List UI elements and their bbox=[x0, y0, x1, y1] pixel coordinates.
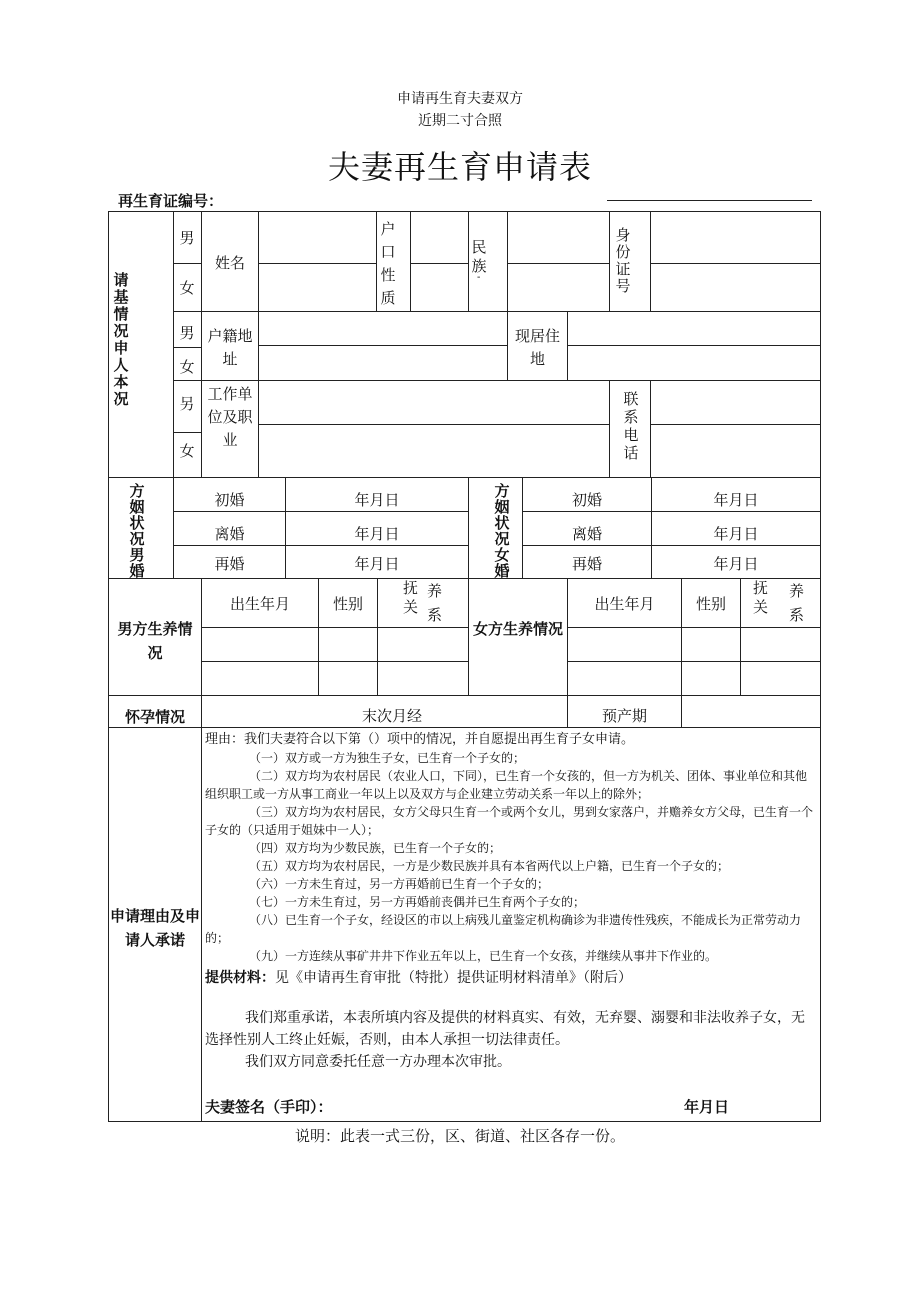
male-first-date[interactable]: 年月日 bbox=[354, 491, 400, 509]
female-marriage-label: 方姻状况女婚 bbox=[494, 482, 510, 580]
photo-note-line-2: 近期二寸合照 bbox=[418, 113, 502, 129]
reason-item-3: （三）双方均为农村居民，女方父母只生育一个或两个女儿，男到女家落户，并赡养女方父母，已生育一个子女的（只适用于姐妹中一人）； bbox=[205, 805, 814, 837]
signature-field[interactable] bbox=[350, 1092, 670, 1116]
male-marriage-label: 方姻状况男婚 bbox=[129, 482, 145, 580]
row2-female-label: 女 bbox=[179, 358, 195, 376]
reason-item-5: （五）双方均为农村居民，一方是少数民族并具有本省两代以上户籍，已生育一个子女的； bbox=[249, 859, 730, 873]
ethnicity-mark: - bbox=[477, 272, 481, 283]
photo-note-line-1: 申请再生育夫妻双方 bbox=[397, 91, 523, 107]
male-birth-header: 出生年月 bbox=[229, 595, 290, 613]
row3-male-label: 另 bbox=[179, 395, 195, 413]
male-relation-header-a: 抚关 bbox=[403, 579, 419, 616]
pregnancy-label: 怀孕情况 bbox=[124, 708, 185, 726]
ethnicity-label: 民族 bbox=[471, 238, 487, 275]
female-gender-header: 性别 bbox=[695, 595, 726, 613]
applicant-section-label: 请基情况申人本况 bbox=[113, 271, 129, 408]
hukou-address-label: 户籍地址 bbox=[207, 327, 253, 368]
materials-label: 提供材料： bbox=[205, 970, 275, 986]
row2-male-label: 男 bbox=[179, 324, 195, 342]
male-remarry: 再婚 bbox=[214, 555, 245, 573]
reason-body bbox=[205, 731, 817, 1073]
male-gender-header: 性别 bbox=[332, 595, 363, 613]
signature-date[interactable]: 年月日 bbox=[684, 1098, 730, 1116]
female-children-label: 女方生养情况 bbox=[472, 620, 563, 638]
materials-text: 见《申请再生育审批（特批）提供证明材料清单》（附后） bbox=[275, 970, 632, 986]
cert-number-field[interactable] bbox=[607, 200, 812, 201]
entrust-text: 我们双方同意委托任意一方办理本次审批。 bbox=[245, 1054, 511, 1070]
female-remarry-date[interactable]: 年月日 bbox=[713, 555, 759, 573]
male-divorce-date[interactable]: 年月日 bbox=[354, 525, 400, 543]
male-remarry-date[interactable]: 年月日 bbox=[354, 555, 400, 573]
current-address-label: 现居住地 bbox=[514, 327, 560, 368]
reason-item-9: （九）一方连续从事矿井井下作业五年以上，已生育一个女孩，并继续从事井下作业的。 bbox=[249, 949, 718, 963]
female-first-marriage: 初婚 bbox=[571, 491, 602, 509]
reason-item-2: （二）双方均为农村居民（农业人口，下同），已生育一个女孩的，但一方为机关、团体、事业单位和其他组织职工或一方从事工商业一年以上以及双方与企业建立劳动关系一年以上的除外； bbox=[205, 769, 808, 801]
reason-item-7: （七）一方未生育过，另一方再婚前丧偶并已生育两个子女的； bbox=[249, 895, 586, 909]
female-divorce-date[interactable]: 年月日 bbox=[713, 525, 759, 543]
female-name-input[interactable] bbox=[259, 264, 376, 311]
due-date-input[interactable] bbox=[682, 696, 820, 727]
female-relation-header-a: 抚关 bbox=[753, 579, 769, 616]
female-relation-header-b: 养系 bbox=[789, 582, 805, 624]
male-relation-header-b: 养系 bbox=[427, 582, 443, 624]
due-date-label: 预产期 bbox=[601, 707, 647, 725]
reason-item-8: （八）已生育一个子女，经设区的市以上病残儿童鉴定机构确诊为非遗传性残疾，不能成长为正常劳动力的； bbox=[205, 913, 802, 945]
female-birth-header: 出生年月 bbox=[594, 595, 655, 613]
hukou-nature-label: 户口性质 bbox=[380, 220, 396, 307]
reason-section-label: 申请理由及申请人承诺 bbox=[110, 907, 201, 949]
female-id-input[interactable] bbox=[651, 264, 820, 311]
female-remarry: 再婚 bbox=[571, 555, 602, 573]
male-children-label: 男方生养情况 bbox=[117, 620, 193, 662]
female-first-date[interactable]: 年月日 bbox=[713, 491, 759, 509]
phone-label: 联系电话 bbox=[623, 390, 639, 462]
male-id-input[interactable] bbox=[651, 212, 820, 263]
signature-label: 夫妻签名（手印）： bbox=[205, 1098, 333, 1116]
female-divorce: 离婚 bbox=[571, 525, 602, 543]
row1-female-label: 女 bbox=[179, 279, 195, 297]
male-name-input[interactable] bbox=[259, 212, 376, 263]
footer-note: 说明：此表一式三份，区、街道、社区各存一份。 bbox=[294, 1127, 625, 1145]
reason-item-1: （一）双方或一方为独生子女，已生育一个子女的； bbox=[249, 751, 526, 765]
cert-number-label: 再生育证编号： bbox=[118, 192, 224, 210]
reason-intro: 理由：我们夫妻符合以下第（）项中的情况，并自愿提出再生育子女申请。 bbox=[205, 732, 635, 747]
id-number-label: 身份证号 bbox=[615, 226, 631, 295]
row3-female-label: 女 bbox=[179, 442, 195, 460]
male-first-marriage: 初婚 bbox=[214, 491, 245, 509]
row1-male-label: 男 bbox=[179, 229, 195, 247]
reason-item-6: （六）一方未生育过，另一方再婚前已生育一个子女的； bbox=[249, 877, 550, 891]
male-divorce: 离婚 bbox=[214, 525, 245, 543]
reason-item-4: （四）双方均为少数民族，已生育一个子女的； bbox=[249, 841, 502, 855]
name-label: 姓名 bbox=[214, 254, 245, 272]
last-period-label: 末次月经 bbox=[361, 707, 422, 725]
work-unit-label: 工作单位及职业 bbox=[207, 385, 253, 449]
promise-text: 我们郑重承诺，本表所填内容及提供的材料真实、有效，无弃婴、溺婴和非法收养子女，无选择性别人工终止妊娠，否则，由本人承担一切法律责任。 bbox=[205, 1010, 805, 1048]
page-title: 夫妻再生育申请表 bbox=[327, 148, 592, 186]
